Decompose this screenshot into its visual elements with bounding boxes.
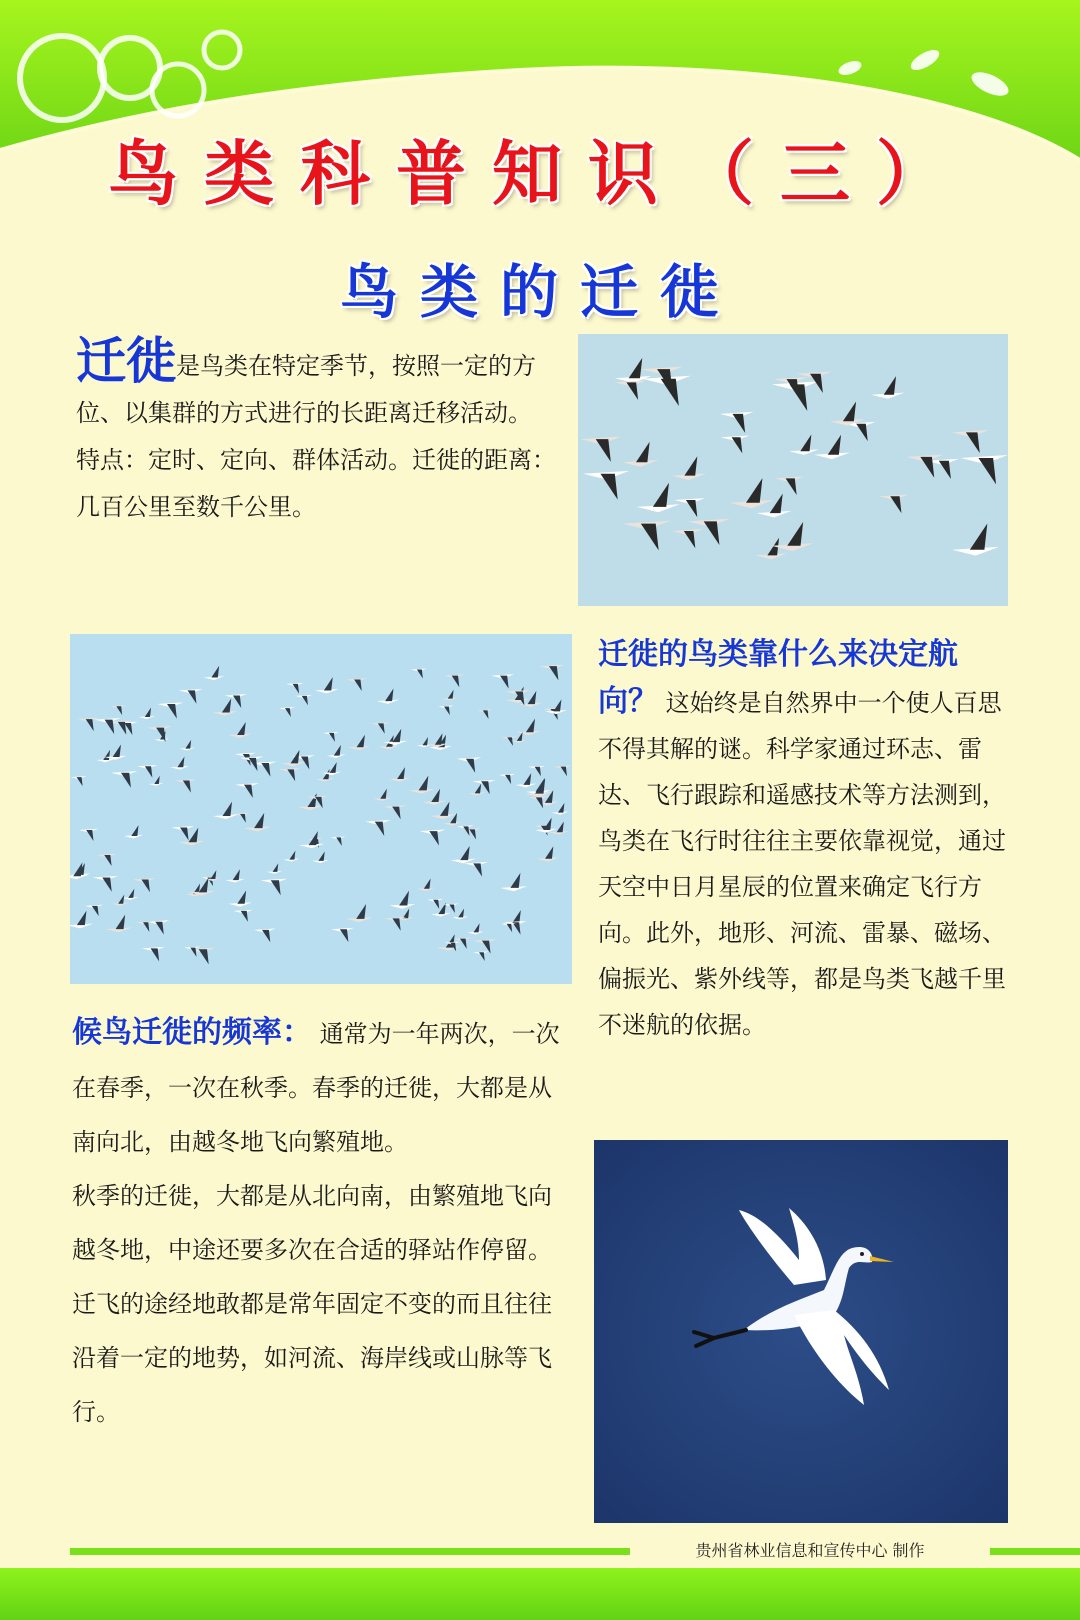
intro-features: 特点：定时、定向、群体活动。迁徙的距离：几百公里至数千公里。: [76, 446, 556, 521]
egret-photo: [594, 1140, 1008, 1523]
intro-definition: 是鸟类在特定季节，按照一定的方位、以集群的方式进行的长距离迁移活动。: [76, 352, 536, 427]
footer-band: [0, 1568, 1080, 1620]
page-title: 鸟类科普知识（三）: [108, 133, 972, 215]
navigation-section: [598, 632, 1016, 1048]
page-subtitle: 鸟类的迁徙: [339, 258, 740, 326]
navigation-text: 这始终是自然界中一个使人百思不得其解的谜。科学家通过环志、雷达、飞行跟踪和遥感技术等方法测到，鸟类在飞行时往往主要依靠视觉，通过天空中日月星辰的位置来确定飞行方向。此外，地形、河流、雷暴、磁场、偏振光、紫外线等，都是鸟类飞越千里不迷航的依据。: [598, 689, 1006, 1039]
frequency-text: 通常为一年两次，一次在春季，一次在秋季。春季的迁徙，大都是从南向北，由越冬地飞向繁殖地。: [72, 1020, 560, 1156]
frequency-heading: 候鸟迁徙的频率：: [72, 1015, 312, 1050]
frequency-autumn: 秋季的迁徙，大都是从北向南，由繁殖地飞向越冬地，中途还要多次在合适的驿站作停留。: [72, 1182, 552, 1264]
crane-flock-photo: [578, 334, 1008, 606]
frequency-section: [72, 1006, 574, 1439]
footer-divider-left: [70, 1548, 630, 1555]
footer-divider-right: [990, 1548, 1080, 1555]
leaf-icon: [820, 40, 1040, 110]
decorative-circles-icon: [0, 0, 260, 130]
frequency-route: 迁飞的途经地敢都是常年固定不变的而且往往沿着一定的地势，如河流、海岸线或山脉等飞行。: [72, 1290, 552, 1426]
credit: 贵州省林业信息和宣传中心 制作: [695, 1541, 925, 1560]
intro-term: 迁徙: [76, 332, 176, 390]
navigation-heading: 迁徙的鸟类靠什么来决定航向？: [598, 637, 958, 719]
intro-section: [76, 332, 574, 531]
geese-flock-photo: [70, 634, 572, 984]
